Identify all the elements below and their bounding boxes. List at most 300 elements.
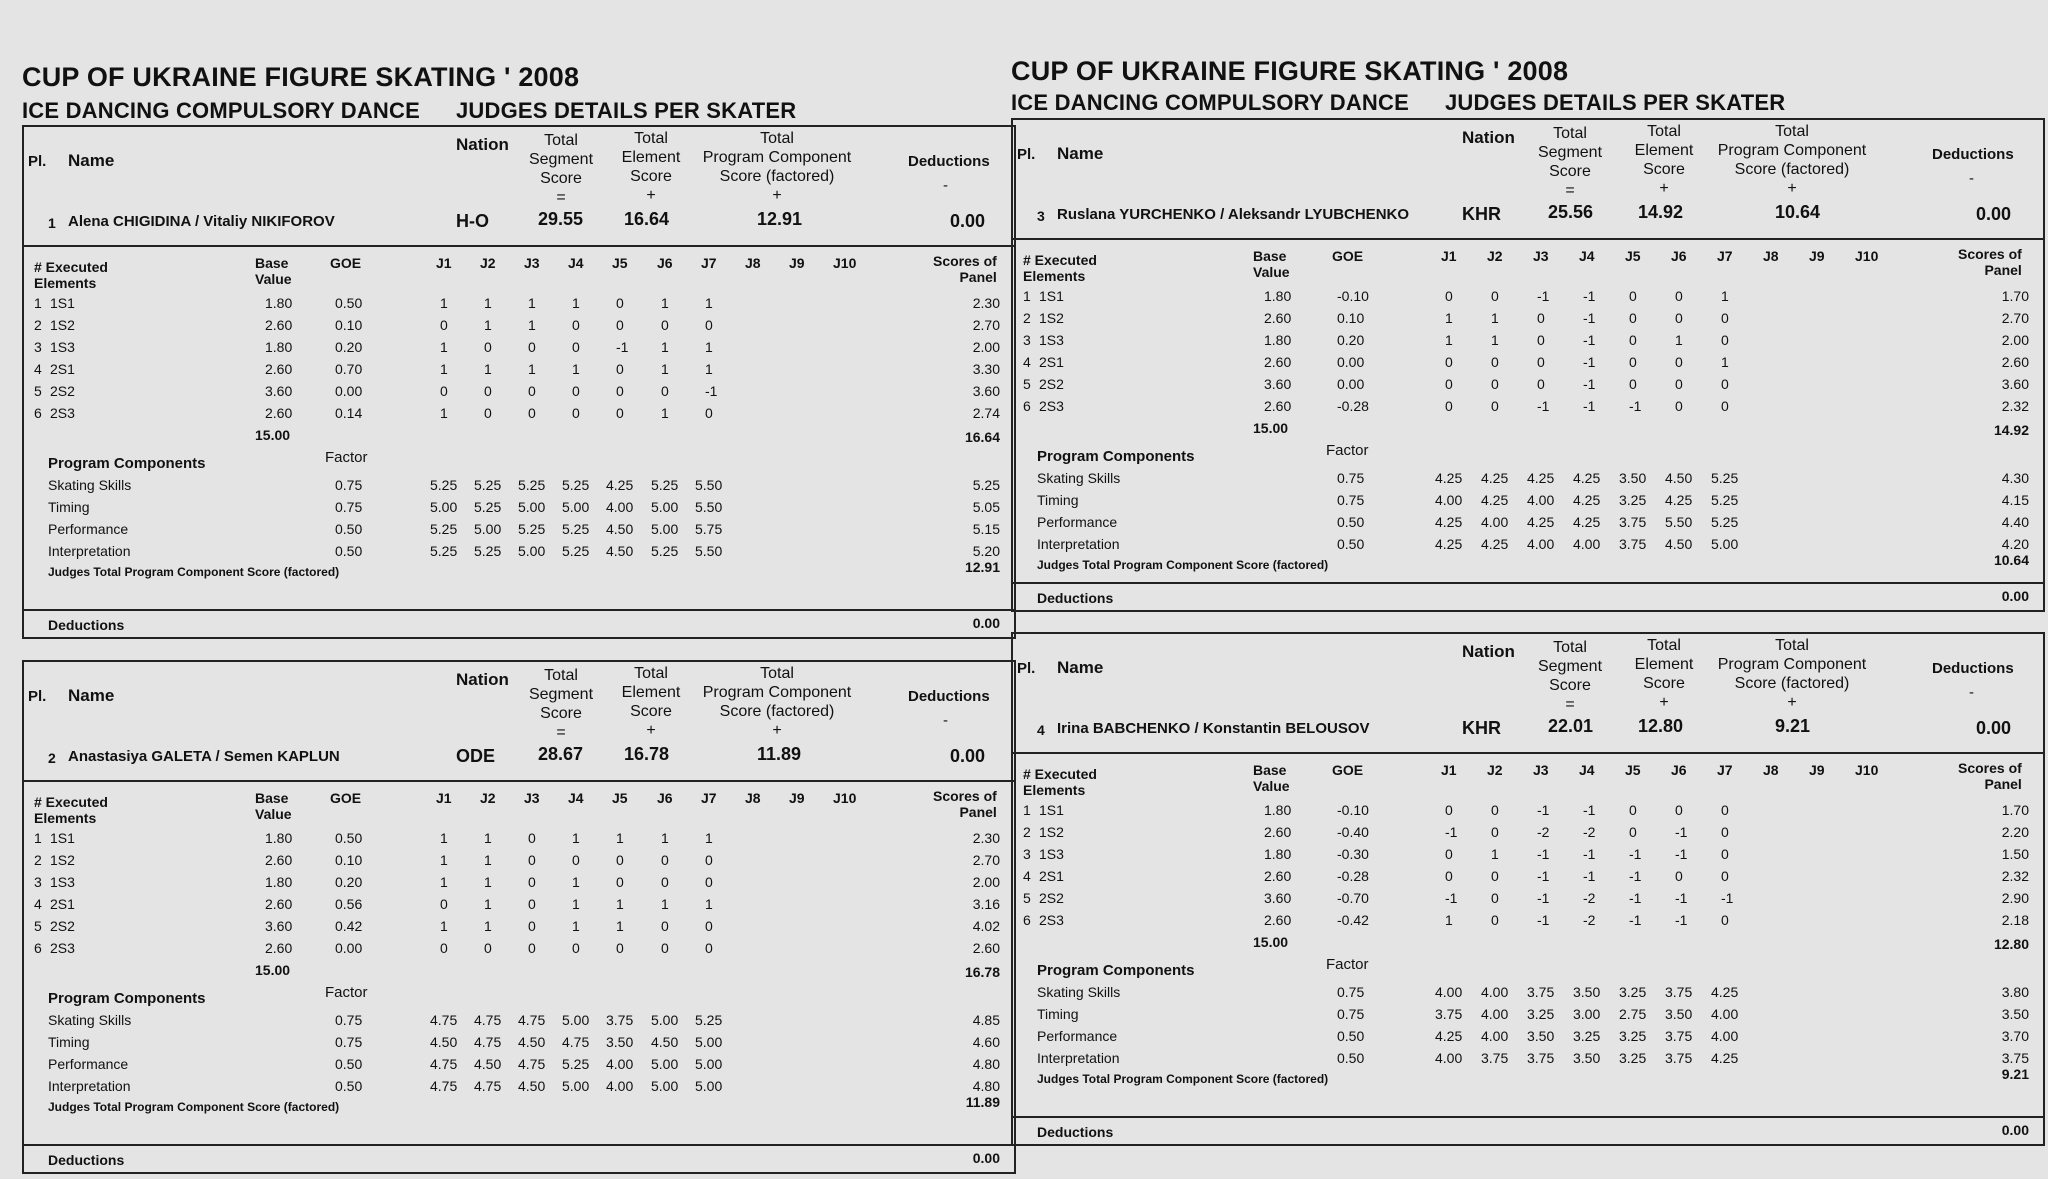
- component-factor: 0.50: [1337, 536, 1365, 552]
- element-judge-score: 1: [661, 830, 669, 846]
- component-judge-score: 4.25: [1527, 514, 1555, 530]
- goe-label: GOE: [1332, 762, 1364, 778]
- element-judge-score: 1: [705, 295, 713, 311]
- element-judge-score: -2: [1537, 824, 1550, 840]
- executed-elements-line: Elements: [1023, 268, 1086, 284]
- element-judge-score: 0: [705, 874, 713, 890]
- element-goe: 0.10: [335, 852, 363, 868]
- component-factor: 0.75: [1337, 492, 1365, 508]
- total-element-score: 12.80: [1638, 716, 1684, 736]
- element-judge-score: 0: [1537, 376, 1545, 392]
- element-code: 1S1: [1039, 288, 1064, 304]
- deductions-row-label: Deductions: [1037, 1124, 1114, 1140]
- skater-nation: KHR: [1462, 204, 1501, 224]
- element-panel-score: 3.60: [972, 383, 1000, 399]
- element-judge-score: 0: [484, 940, 492, 956]
- element-panel-score: 2.32: [2001, 868, 2029, 884]
- total-pcs-label-line: Score (factored): [1734, 161, 1850, 178]
- judge-label-j8: J8: [745, 255, 761, 271]
- judge-label-j1: J1: [1441, 248, 1457, 264]
- element-judge-score: -1: [1537, 912, 1550, 928]
- component-judge-score: 3.50: [1665, 1006, 1693, 1022]
- element-judge-score: 0: [616, 295, 624, 311]
- element-base-value: 2.60: [265, 405, 293, 421]
- base-value-label: [255, 790, 292, 822]
- component-judge-score: 3.75: [1619, 514, 1647, 530]
- elements-total: 12.80: [1993, 936, 2029, 952]
- skater-rank: 1: [48, 215, 56, 231]
- element-row: [1013, 398, 2043, 420]
- element-judge-score: 1: [1491, 332, 1499, 348]
- name-label: Name: [68, 686, 115, 705]
- component-factor: 0.50: [335, 521, 363, 537]
- base-value-line: Base: [255, 255, 289, 271]
- skater-name: Ruslana YURCHENKO / Aleksandr LYUBCHENKO: [1057, 206, 1410, 223]
- element-row: [1013, 332, 2043, 354]
- component-row: [24, 1056, 1014, 1078]
- element-goe: -0.42: [1337, 912, 1369, 928]
- element-judge-score: -1: [1537, 398, 1550, 414]
- total-segment-label-line: Score: [1549, 163, 1591, 180]
- scores-of-panel-label: [1958, 760, 2022, 792]
- total-pcs-label: [687, 129, 867, 205]
- judge-label-j4: J4: [1579, 762, 1595, 778]
- element-base-value: 2.60: [1264, 310, 1292, 326]
- element-judge-score: 0: [1675, 868, 1683, 884]
- element-judge-score: 0: [1491, 376, 1499, 392]
- skater-header: [1013, 634, 2043, 754]
- element-row: [24, 405, 1014, 427]
- component-factor: 0.50: [1337, 1028, 1365, 1044]
- component-panel-score: 4.40: [2001, 514, 2029, 530]
- element-judge-score: 1: [661, 295, 669, 311]
- component-name: Interpretation: [1037, 1050, 1120, 1066]
- component-judge-score: 5.00: [651, 1012, 679, 1028]
- judge-label-j3: J3: [524, 255, 540, 271]
- element-judge-score: 0: [572, 940, 580, 956]
- component-name: Skating Skills: [1037, 984, 1121, 1000]
- element-number: 2: [1023, 824, 1031, 840]
- element-judge-score: 0: [1445, 288, 1453, 304]
- element-panel-score: 2.00: [972, 339, 1000, 355]
- element-panel-score: 2.70: [972, 852, 1000, 868]
- component-judge-score: 3.25: [1527, 1006, 1555, 1022]
- component-judge-score: 4.25: [1481, 492, 1509, 508]
- total-element-label-line: Element: [1634, 656, 1694, 673]
- component-judge-score: 3.75: [1527, 1050, 1555, 1066]
- element-judge-score: 1: [572, 874, 580, 890]
- element-judge-score: 0: [1491, 824, 1499, 840]
- element-number: 5: [34, 918, 42, 934]
- skater-rank: 2: [48, 750, 56, 766]
- element-row: [24, 383, 1014, 405]
- element-goe: 0.00: [335, 940, 363, 956]
- component-judge-score: 5.25: [651, 477, 679, 493]
- pcs-total: 9.21: [2001, 1066, 2029, 1082]
- component-judge-score: 4.25: [1573, 492, 1601, 508]
- total-pcs-label-line: Program Component: [1717, 656, 1867, 673]
- judge-label-j9: J9: [1809, 248, 1825, 264]
- total-segment-label-line: Score: [540, 170, 582, 187]
- element-number: 3: [34, 339, 42, 355]
- component-judge-score: 4.75: [474, 1012, 502, 1028]
- component-name: Performance: [1037, 1028, 1118, 1044]
- element-judge-score: 0: [616, 874, 624, 890]
- component-judge-score: 5.00: [695, 1056, 723, 1072]
- element-goe: 0.56: [335, 896, 363, 912]
- component-judge-score: 5.75: [695, 521, 723, 537]
- element-judge-score: 0: [1629, 288, 1637, 304]
- element-code: 2S3: [50, 405, 75, 421]
- component-row: [24, 521, 1014, 543]
- element-goe: 0.50: [335, 830, 363, 846]
- total-element-score: 16.64: [624, 209, 670, 229]
- element-code: 1S2: [50, 317, 75, 333]
- element-code: 2S1: [1039, 868, 1064, 884]
- total-pcs-label-line: Total: [1775, 123, 1809, 140]
- element-judge-score: 0: [528, 830, 536, 846]
- total-pcs-score: 11.89: [757, 744, 802, 764]
- component-judge-score: 5.00: [695, 1034, 723, 1050]
- element-row: [1013, 846, 2043, 868]
- deductions-dash: -: [943, 177, 948, 194]
- element-base-value: 2.60: [265, 940, 293, 956]
- base-value-total: 15.00: [1253, 420, 1289, 436]
- deductions-label: Deductions: [908, 688, 990, 705]
- component-judge-score: 5.25: [474, 477, 502, 493]
- judge-label-j10: J10: [1855, 762, 1879, 778]
- goe-label: GOE: [330, 255, 362, 271]
- element-judge-score: -1: [1583, 332, 1596, 348]
- judges-total-label: Judges Total Program Component Score (factored): [1037, 1072, 1329, 1086]
- element-number: 4: [34, 896, 42, 912]
- total-element-score: 14.92: [1638, 202, 1684, 222]
- element-base-value: 2.60: [1264, 912, 1292, 928]
- component-judge-score: 5.50: [695, 543, 723, 559]
- component-judge-score: 5.25: [474, 499, 502, 515]
- component-panel-score: 5.25: [972, 477, 1000, 493]
- total-element-label-line: +: [646, 722, 656, 739]
- element-goe: 0.10: [335, 317, 363, 333]
- element-judge-score: 1: [661, 405, 669, 421]
- element-judge-score: 1: [1721, 354, 1729, 370]
- component-name: Skating Skills: [1037, 470, 1121, 486]
- executed-elements-label: [34, 794, 108, 826]
- total-element-label-line: Total: [634, 665, 668, 682]
- element-judge-score: 1: [1491, 846, 1499, 862]
- total-segment-label-line: Total: [544, 132, 578, 149]
- component-panel-score: 5.05: [972, 499, 1000, 515]
- element-judge-score: 0: [528, 339, 536, 355]
- skater-rank: 4: [1037, 722, 1045, 738]
- nation-label: Nation: [1462, 642, 1515, 661]
- element-judge-score: 0: [1629, 332, 1637, 348]
- element-judge-score: 1: [440, 874, 448, 890]
- component-panel-score: 5.20: [972, 543, 1000, 559]
- total-pcs-label-line: Total: [760, 665, 794, 682]
- element-code: 1S2: [1039, 310, 1064, 326]
- element-goe: -0.28: [1337, 398, 1369, 414]
- component-judge-score: 3.75: [1665, 1050, 1693, 1066]
- total-segment-label-line: =: [1565, 696, 1575, 713]
- deductions-score: 0.00: [1976, 204, 2012, 224]
- component-judge-score: 4.50: [518, 1078, 546, 1094]
- component-factor: 0.50: [1337, 1050, 1365, 1066]
- skater-card: [22, 125, 1016, 639]
- component-row: [1013, 984, 2043, 1006]
- total-pcs-label-line: Score (factored): [719, 168, 835, 185]
- element-judge-score: 0: [528, 896, 536, 912]
- element-judge-score: 0: [528, 918, 536, 934]
- total-pcs-label: [1702, 636, 1882, 712]
- element-base-value: 3.60: [1264, 890, 1292, 906]
- skater-header: [24, 662, 1014, 782]
- element-row: [1013, 868, 2043, 890]
- element-code: 2S3: [50, 940, 75, 956]
- element-judge-score: 0: [1491, 868, 1499, 884]
- judge-label-j7: J7: [701, 790, 717, 806]
- elements-total: 16.78: [964, 964, 1000, 980]
- deductions-row-label: Deductions: [48, 617, 125, 633]
- component-judge-score: 3.75: [1527, 984, 1555, 1000]
- element-judge-score: 1: [484, 852, 492, 868]
- component-judge-score: 3.75: [606, 1012, 634, 1028]
- total-element-label: [606, 129, 696, 205]
- nation-label: Nation: [1462, 128, 1515, 147]
- component-judge-score: 4.00: [606, 1078, 634, 1094]
- component-panel-score: 4.20: [2001, 536, 2029, 552]
- element-panel-score: 1.70: [2001, 288, 2029, 304]
- component-judge-score: 4.75: [430, 1078, 458, 1094]
- element-judge-score: 0: [1491, 890, 1499, 906]
- component-judge-score: 3.75: [1481, 1050, 1509, 1066]
- judge-label-j7: J7: [1717, 248, 1733, 264]
- component-panel-score: 4.60: [972, 1034, 1000, 1050]
- element-panel-score: 2.60: [972, 940, 1000, 956]
- component-judge-score: 4.25: [1711, 1050, 1739, 1066]
- element-judge-score: -1: [1445, 890, 1458, 906]
- element-number: 6: [1023, 912, 1031, 928]
- total-element-label: [606, 664, 696, 740]
- total-segment-label-line: Segment: [528, 151, 594, 168]
- component-judge-score: 4.00: [1527, 536, 1555, 552]
- element-panel-score: 2.70: [972, 317, 1000, 333]
- element-judge-score: 1: [484, 361, 492, 377]
- element-goe: -0.40: [1337, 824, 1369, 840]
- deductions-label: Deductions: [1932, 146, 2014, 163]
- element-row: [24, 918, 1014, 940]
- element-base-value: 1.80: [265, 874, 293, 890]
- component-judge-score: 4.25: [606, 477, 634, 493]
- pl-label: Pl.: [1017, 660, 1036, 677]
- deductions-label: Deductions: [1932, 660, 2014, 677]
- executed-elements-label: [1023, 766, 1097, 798]
- component-judge-score: 4.50: [606, 521, 634, 537]
- total-segment-label-line: Total: [1553, 639, 1587, 656]
- element-judge-score: 1: [484, 896, 492, 912]
- element-goe: 0.20: [335, 874, 363, 890]
- total-segment-score: 25.56: [1548, 202, 1594, 222]
- executed-elements-line: Elements: [34, 275, 97, 291]
- element-judge-score: 0: [1491, 802, 1499, 818]
- component-factor: 0.75: [335, 499, 363, 515]
- skater-details: [24, 782, 1014, 1142]
- element-judge-score: -1: [616, 339, 629, 355]
- pl-label: Pl.: [28, 688, 47, 705]
- element-judge-score: 0: [440, 896, 448, 912]
- judge-label-j8: J8: [1763, 248, 1779, 264]
- judge-label-j7: J7: [1717, 762, 1733, 778]
- name-label: Name: [1057, 144, 1104, 163]
- component-factor: 0.75: [335, 477, 363, 493]
- element-judge-score: 0: [1445, 802, 1453, 818]
- element-judge-score: -1: [1537, 890, 1550, 906]
- element-judge-score: -1: [1675, 824, 1688, 840]
- total-segment-score: 29.55: [538, 209, 584, 229]
- component-judge-score: 3.25: [1619, 492, 1647, 508]
- element-judge-score: 0: [1537, 354, 1545, 370]
- total-element-label-line: Score: [630, 168, 672, 185]
- element-judge-score: 0: [1537, 332, 1545, 348]
- total-element-label-line: Element: [621, 149, 681, 166]
- element-judge-score: 0: [705, 918, 713, 934]
- pl-label: Pl.: [28, 153, 47, 170]
- component-judge-score: 5.25: [518, 477, 546, 493]
- component-factor: 0.50: [335, 1078, 363, 1094]
- component-judge-score: 3.25: [1619, 1028, 1647, 1044]
- component-judge-score: 4.75: [518, 1056, 546, 1072]
- scores-of-panel-line: Panel: [1984, 776, 2022, 792]
- total-element-label-line: Element: [621, 684, 681, 701]
- component-judge-score: 4.75: [474, 1034, 502, 1050]
- component-panel-score: 4.80: [972, 1056, 1000, 1072]
- element-judge-score: -1: [1629, 912, 1642, 928]
- total-segment-label-line: Score: [1549, 677, 1591, 694]
- component-factor: 0.75: [1337, 470, 1365, 486]
- judge-label-j10: J10: [1855, 248, 1879, 264]
- component-judge-score: 5.25: [562, 543, 590, 559]
- element-judge-score: -1: [1537, 802, 1550, 818]
- component-judge-score: 4.00: [1711, 1028, 1739, 1044]
- component-judge-score: 4.00: [606, 1056, 634, 1072]
- element-judge-score: 0: [661, 940, 669, 956]
- element-number: 6: [34, 940, 42, 956]
- element-goe: 0.70: [335, 361, 363, 377]
- elements-header: [24, 788, 1018, 828]
- component-judge-score: 4.25: [1435, 514, 1463, 530]
- component-judge-score: 5.00: [1711, 536, 1739, 552]
- total-pcs-label-line: Score (factored): [1734, 675, 1850, 692]
- element-panel-score: 2.70: [2001, 310, 2029, 326]
- component-judge-score: 4.25: [1435, 470, 1463, 486]
- component-judge-score: 4.00: [1527, 492, 1555, 508]
- executed-elements-label: [1023, 252, 1097, 284]
- element-judge-score: 0: [1629, 376, 1637, 392]
- component-judge-score: 5.25: [1711, 514, 1739, 530]
- element-panel-score: 3.30: [972, 361, 1000, 377]
- element-goe: -0.10: [1337, 288, 1369, 304]
- skater-name: Alena CHIGIDINA / Vitaliy NIKIFOROV: [68, 213, 335, 230]
- element-judge-score: 0: [705, 852, 713, 868]
- total-element-label-line: Total: [1647, 637, 1681, 654]
- component-judge-score: 5.25: [1711, 492, 1739, 508]
- component-judge-score: 4.50: [1665, 470, 1693, 486]
- factor-label: Factor: [1326, 956, 1369, 973]
- total-element-label-line: +: [1659, 180, 1669, 197]
- deductions-dash: -: [943, 712, 948, 729]
- element-row: [1013, 310, 2043, 332]
- base-value-label: [1253, 248, 1290, 280]
- element-judge-score: 1: [440, 339, 448, 355]
- total-pcs-label-line: +: [772, 187, 782, 204]
- pcs-total: 12.91: [964, 559, 1000, 575]
- element-judge-score: 0: [616, 852, 624, 868]
- deductions-label: Deductions: [908, 153, 990, 170]
- scores-of-panel-line: Panel: [1984, 262, 2022, 278]
- element-base-value: 2.60: [1264, 868, 1292, 884]
- total-element-score: 16.78: [624, 744, 670, 764]
- elements-header: [1013, 760, 2047, 800]
- total-pcs-label-line: Program Component: [702, 149, 852, 166]
- total-segment-score: 22.01: [1548, 716, 1594, 736]
- judge-label-j6: J6: [657, 255, 673, 271]
- deductions-row-label: Deductions: [48, 1152, 125, 1168]
- executed-elements-label: [34, 259, 108, 291]
- component-judge-score: 4.00: [1481, 1028, 1509, 1044]
- element-judge-score: -1: [1629, 398, 1642, 414]
- element-judge-score: 0: [661, 317, 669, 333]
- element-code: 2S3: [1039, 912, 1064, 928]
- total-segment-label: [1525, 638, 1615, 714]
- element-goe: 0.10: [1337, 310, 1365, 326]
- component-factor: 0.75: [1337, 1006, 1365, 1022]
- component-judge-score: 3.25: [1573, 1028, 1601, 1044]
- total-segment-label-line: Score: [540, 705, 582, 722]
- element-number: 1: [1023, 288, 1031, 304]
- component-judge-score: 5.25: [518, 521, 546, 537]
- component-judge-score: 4.00: [1435, 984, 1463, 1000]
- component-judge-score: 4.25: [1481, 536, 1509, 552]
- element-judge-score: -1: [1629, 846, 1642, 862]
- total-segment-label-line: Segment: [1537, 144, 1603, 161]
- scores-of-panel-line: Scores of: [933, 253, 997, 269]
- element-row: [1013, 824, 2043, 846]
- element-row: [24, 295, 1014, 317]
- total-segment-label-line: Segment: [528, 686, 594, 703]
- element-judge-score: -2: [1583, 824, 1596, 840]
- judge-label-j2: J2: [1487, 248, 1503, 264]
- skater-card: [1011, 632, 2045, 1146]
- element-judge-score: 0: [1491, 354, 1499, 370]
- right-page: [1005, 0, 2045, 1179]
- document-subtitle: ICE DANCING COMPULSORY DANCE JUDGES DETAILS PER SKATER: [1011, 90, 1786, 115]
- element-judge-score: -1: [1583, 398, 1596, 414]
- component-row: [1013, 470, 2043, 492]
- component-name: Performance: [48, 1056, 129, 1072]
- element-panel-score: 3.16: [972, 896, 1000, 912]
- component-judge-score: 3.50: [1573, 1050, 1601, 1066]
- skater-details: [1013, 754, 2043, 1114]
- element-judge-score: 1: [661, 361, 669, 377]
- element-judge-score: 0: [616, 940, 624, 956]
- deductions-score: 0.00: [1976, 718, 2012, 738]
- judge-label-j4: J4: [568, 790, 584, 806]
- elements-header: [24, 253, 1018, 293]
- component-judge-score: 5.50: [695, 499, 723, 515]
- component-judge-score: 5.25: [695, 1012, 723, 1028]
- judge-label-j1: J1: [436, 790, 452, 806]
- element-code: 2S2: [1039, 376, 1064, 392]
